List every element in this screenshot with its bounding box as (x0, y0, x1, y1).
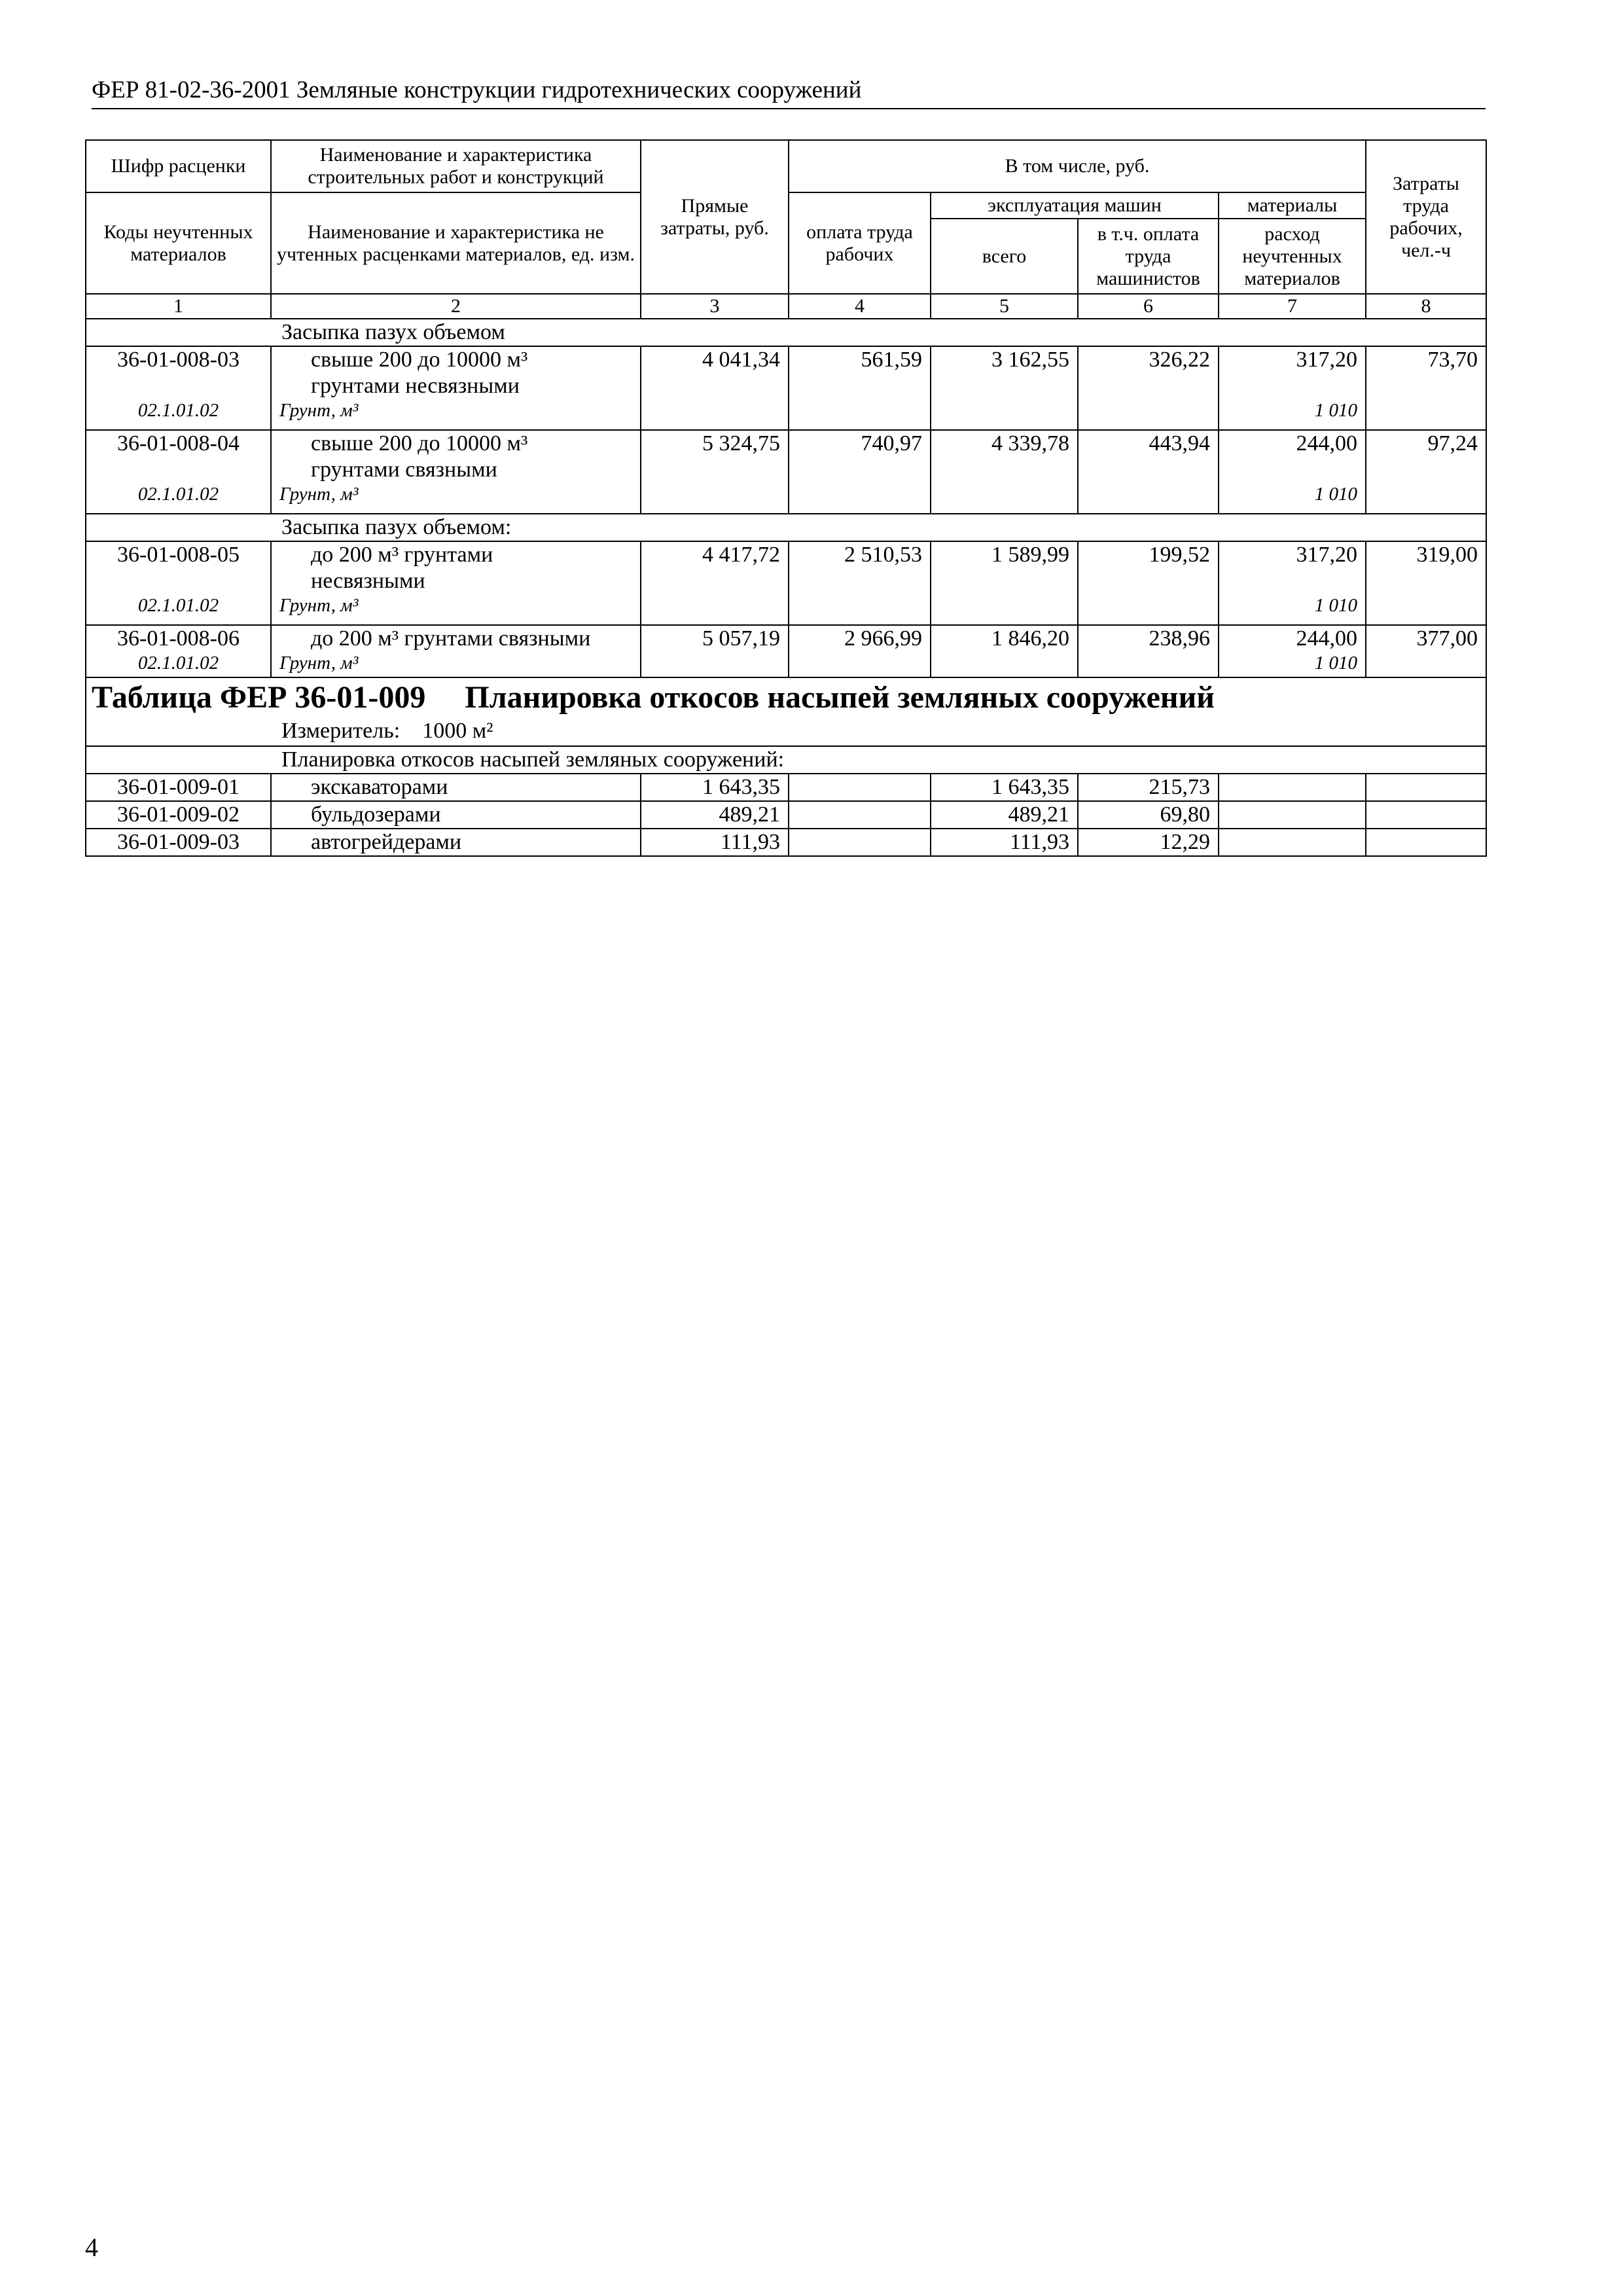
machine-cost: 1 589,99 (931, 541, 1078, 625)
material-cost (1219, 801, 1366, 829)
head-mat-names: Наименование и характеристика не учтенных расценками материалов, ед. изм. (271, 192, 641, 294)
machinist-cost: 69,80 (1078, 801, 1219, 829)
rate-code: 36-01-008-04 (117, 431, 240, 456)
col-num: 6 (1078, 294, 1219, 319)
head-mach-total: всего (931, 219, 1078, 294)
col-num: 2 (271, 294, 641, 319)
table-title: Планировка откосов насыпей земляных сооружений (465, 680, 1215, 715)
material-cost (1219, 774, 1366, 801)
machine-cost: 3 162,55 (931, 346, 1078, 430)
labor-hours: 97,24 (1366, 430, 1486, 514)
labor-hours: 377,00 (1366, 625, 1486, 677)
head-labor: оплата труда рабочих (789, 192, 931, 294)
machinist-cost: 238,96 (1078, 625, 1219, 677)
direct-cost: 5 324,75 (641, 430, 789, 514)
rate-code: 36-01-009-01 (86, 774, 271, 801)
material-cost: 244,00 (1296, 431, 1358, 456)
col-num: 8 (1366, 294, 1486, 319)
material-name: Грунт, м³ (279, 595, 359, 616)
material-code: 02.1.01.02 (137, 484, 219, 505)
material-name: Грунт, м³ (279, 653, 359, 673)
labor-cost: 2 510,53 (789, 541, 931, 625)
rate-name: до 200 м³ грунтами связными (311, 626, 591, 651)
machinist-cost: 12,29 (1078, 829, 1219, 856)
machine-cost: 4 339,78 (931, 430, 1078, 514)
material-code: 02.1.01.02 (137, 595, 219, 616)
rate-name: автогрейдерами (271, 829, 641, 856)
meter-value: 1000 м² (422, 719, 493, 743)
material-qty: 1 010 (1314, 484, 1358, 505)
section-heading: Засыпка пазух объемом: (86, 514, 1486, 541)
rate-code: 36-01-008-06 (117, 626, 240, 651)
labor-hours (1366, 774, 1486, 801)
labor-hours (1366, 801, 1486, 829)
head-machines: эксплуатация машин (931, 192, 1219, 219)
labor-hours (1366, 829, 1486, 856)
material-cost (1219, 829, 1366, 856)
head-name: Наименование и характеристика строительных работ и конструкций (271, 140, 641, 192)
direct-cost: 4 417,72 (641, 541, 789, 625)
table-row (86, 774, 1486, 801)
rate-code: 36-01-009-03 (86, 829, 271, 856)
machine-cost: 1 846,20 (931, 625, 1078, 677)
table-label: Таблица ФЕР 36-01-009 (92, 680, 426, 715)
machine-cost: 1 643,35 (931, 774, 1078, 801)
machinist-cost: 215,73 (1078, 774, 1219, 801)
labor-cost (789, 801, 931, 829)
rate-name: до 200 м³ грунтами (311, 543, 493, 567)
table-row (86, 801, 1486, 829)
rate-name: бульдозерами (271, 801, 641, 829)
direct-cost: 1 643,35 (641, 774, 789, 801)
table-row (86, 829, 1486, 856)
col-num: 7 (1219, 294, 1366, 319)
page-header: ФЕР 81-02-36-2001 Земляные конструкции гидротехнических сооружений (92, 75, 1486, 109)
labor-hours: 73,70 (1366, 346, 1486, 430)
head-materials: материалы (1219, 192, 1366, 219)
rate-name: экскаваторами (271, 774, 641, 801)
material-cost: 244,00 (1296, 626, 1358, 651)
direct-cost: 4 041,34 (641, 346, 789, 430)
machine-cost: 489,21 (931, 801, 1078, 829)
head-mach-labor: в т.ч. оплата труда машинистов (1078, 219, 1219, 294)
machine-cost: 111,93 (931, 829, 1078, 856)
head-code: Шифр расценки (86, 140, 271, 192)
labor-cost (789, 774, 931, 801)
material-cost: 317,20 (1296, 348, 1358, 372)
material-cost: 317,20 (1296, 543, 1358, 567)
rate-name-cont: грунтами несвязными (311, 374, 520, 398)
meter-label: Измеритель: (281, 719, 401, 743)
rate-code: 36-01-008-05 (117, 543, 240, 567)
table-row (86, 346, 1486, 430)
direct-cost: 111,93 (641, 829, 789, 856)
direct-cost: 489,21 (641, 801, 789, 829)
material-code: 02.1.01.02 (137, 400, 219, 421)
head-incl: В том числе, руб. (789, 140, 1366, 192)
col-num: 1 (86, 294, 271, 319)
machinist-cost: 326,22 (1078, 346, 1219, 430)
labor-cost: 2 966,99 (789, 625, 931, 677)
col-num: 4 (789, 294, 931, 319)
head-hours: Затраты труда рабочих, чел.-ч (1366, 140, 1486, 294)
labor-cost (789, 829, 931, 856)
labor-cost: 740,97 (789, 430, 931, 514)
material-qty: 1 010 (1314, 595, 1358, 616)
table-row (86, 430, 1486, 514)
material-name: Грунт, м³ (279, 400, 359, 421)
head-mat-use: расход неучтенных материалов (1219, 219, 1366, 294)
material-qty: 1 010 (1314, 400, 1358, 421)
table-row (86, 625, 1486, 677)
col-num: 5 (931, 294, 1078, 319)
col-num: 3 (641, 294, 789, 319)
machinist-cost: 443,94 (1078, 430, 1219, 514)
rate-name-cont: несвязными (311, 569, 425, 593)
head-direct: Прямые затраты, руб. (641, 140, 789, 294)
direct-cost: 5 057,19 (641, 625, 789, 677)
head-mat-codes: Коды неучтенных материалов (86, 192, 271, 294)
price-table (85, 139, 1487, 857)
labor-hours: 319,00 (1366, 541, 1486, 625)
rate-name: свыше 200 до 10000 м³ (311, 431, 528, 456)
section-heading: Засыпка пазух объемом (86, 319, 1486, 346)
section-heading: Планировка откосов насыпей земляных сооружений: (86, 746, 1486, 774)
machinist-cost: 199,52 (1078, 541, 1219, 625)
material-code: 02.1.01.02 (137, 653, 219, 673)
rate-code: 36-01-009-02 (86, 801, 271, 829)
material-name: Грунт, м³ (279, 484, 359, 505)
material-qty: 1 010 (1314, 653, 1358, 673)
rate-name-cont: грунтами связными (311, 457, 497, 482)
rate-code: 36-01-008-03 (117, 348, 240, 372)
page-number: 4 (85, 2233, 98, 2262)
labor-cost: 561,59 (789, 346, 931, 430)
rate-name: свыше 200 до 10000 м³ (311, 348, 528, 372)
table-row (86, 541, 1486, 625)
